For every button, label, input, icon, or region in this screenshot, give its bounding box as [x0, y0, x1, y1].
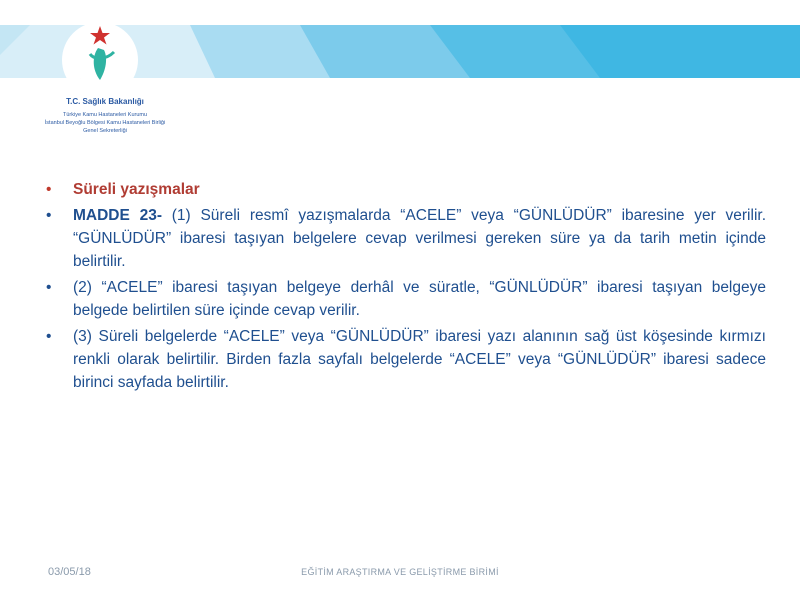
bullet-dot-icon: • — [46, 279, 52, 296]
org-line-1: Türkiye Kamu Hastaneleri Kurumu — [62, 112, 148, 118]
bullet-dot-icon: • — [46, 181, 52, 198]
org-line-3: Genel Sekreterliği — [83, 128, 127, 134]
bullet-para-3 — [46, 325, 766, 394]
madde-label: MADDE 23- — [73, 207, 162, 224]
ministry-logo-block — [20, 20, 190, 145]
bullet-para-2 — [46, 276, 766, 322]
org-line-2: İstanbul Beyoğlu Bölgesi Kamu Hastaneleri Birliği — [44, 120, 166, 126]
para-2-text: (2) “ACELE” ibaresi taşıyan belgeye derhâl ve süratle, “GÜNLÜDÜR” ibaresi taşıyan belgeye belgede belirtilen süre içinde cevap verilir. — [73, 279, 766, 319]
bullet-madde — [46, 204, 766, 273]
madde-text: (1) Süreli resmî yazışmalarda “ACELE” veya “GÜNLÜDÜR” ibaresine yer verilir. “GÜNLÜDÜR” ibaresi taşıyan belgelere cevap verilmesi gereken süre ya da tarih metin içinde belirtilir. — [73, 207, 766, 270]
bullet-dot-icon: • — [46, 207, 52, 224]
section-heading: Süreli yazışmalar — [73, 181, 200, 198]
ministry-name: T.C. Sağlık Bakanlığı — [66, 97, 144, 106]
bullet-dot-icon: • — [46, 328, 52, 345]
ministry-logo-icon — [20, 20, 190, 100]
footer-unit-name: EĞİTİM ARAŞTIRMA VE GELİŞTİRME BİRİMİ — [301, 567, 499, 577]
bullet-heading — [46, 178, 766, 201]
footer-date: 03/05/18 — [48, 566, 91, 578]
para-3-text: (3) Süreli belgelerde “ACELE” veya “GÜNLÜDÜR” ibaresi yazı alanının sağ üst köşesinde kırmızı renkli olarak belirtilir. Birden fazla sayfalı belgelerde “ACELE” veya “GÜNLÜDÜR” ibaresi sadece birinci sayfada belirtilir. — [73, 328, 766, 391]
slide-content — [46, 178, 766, 397]
